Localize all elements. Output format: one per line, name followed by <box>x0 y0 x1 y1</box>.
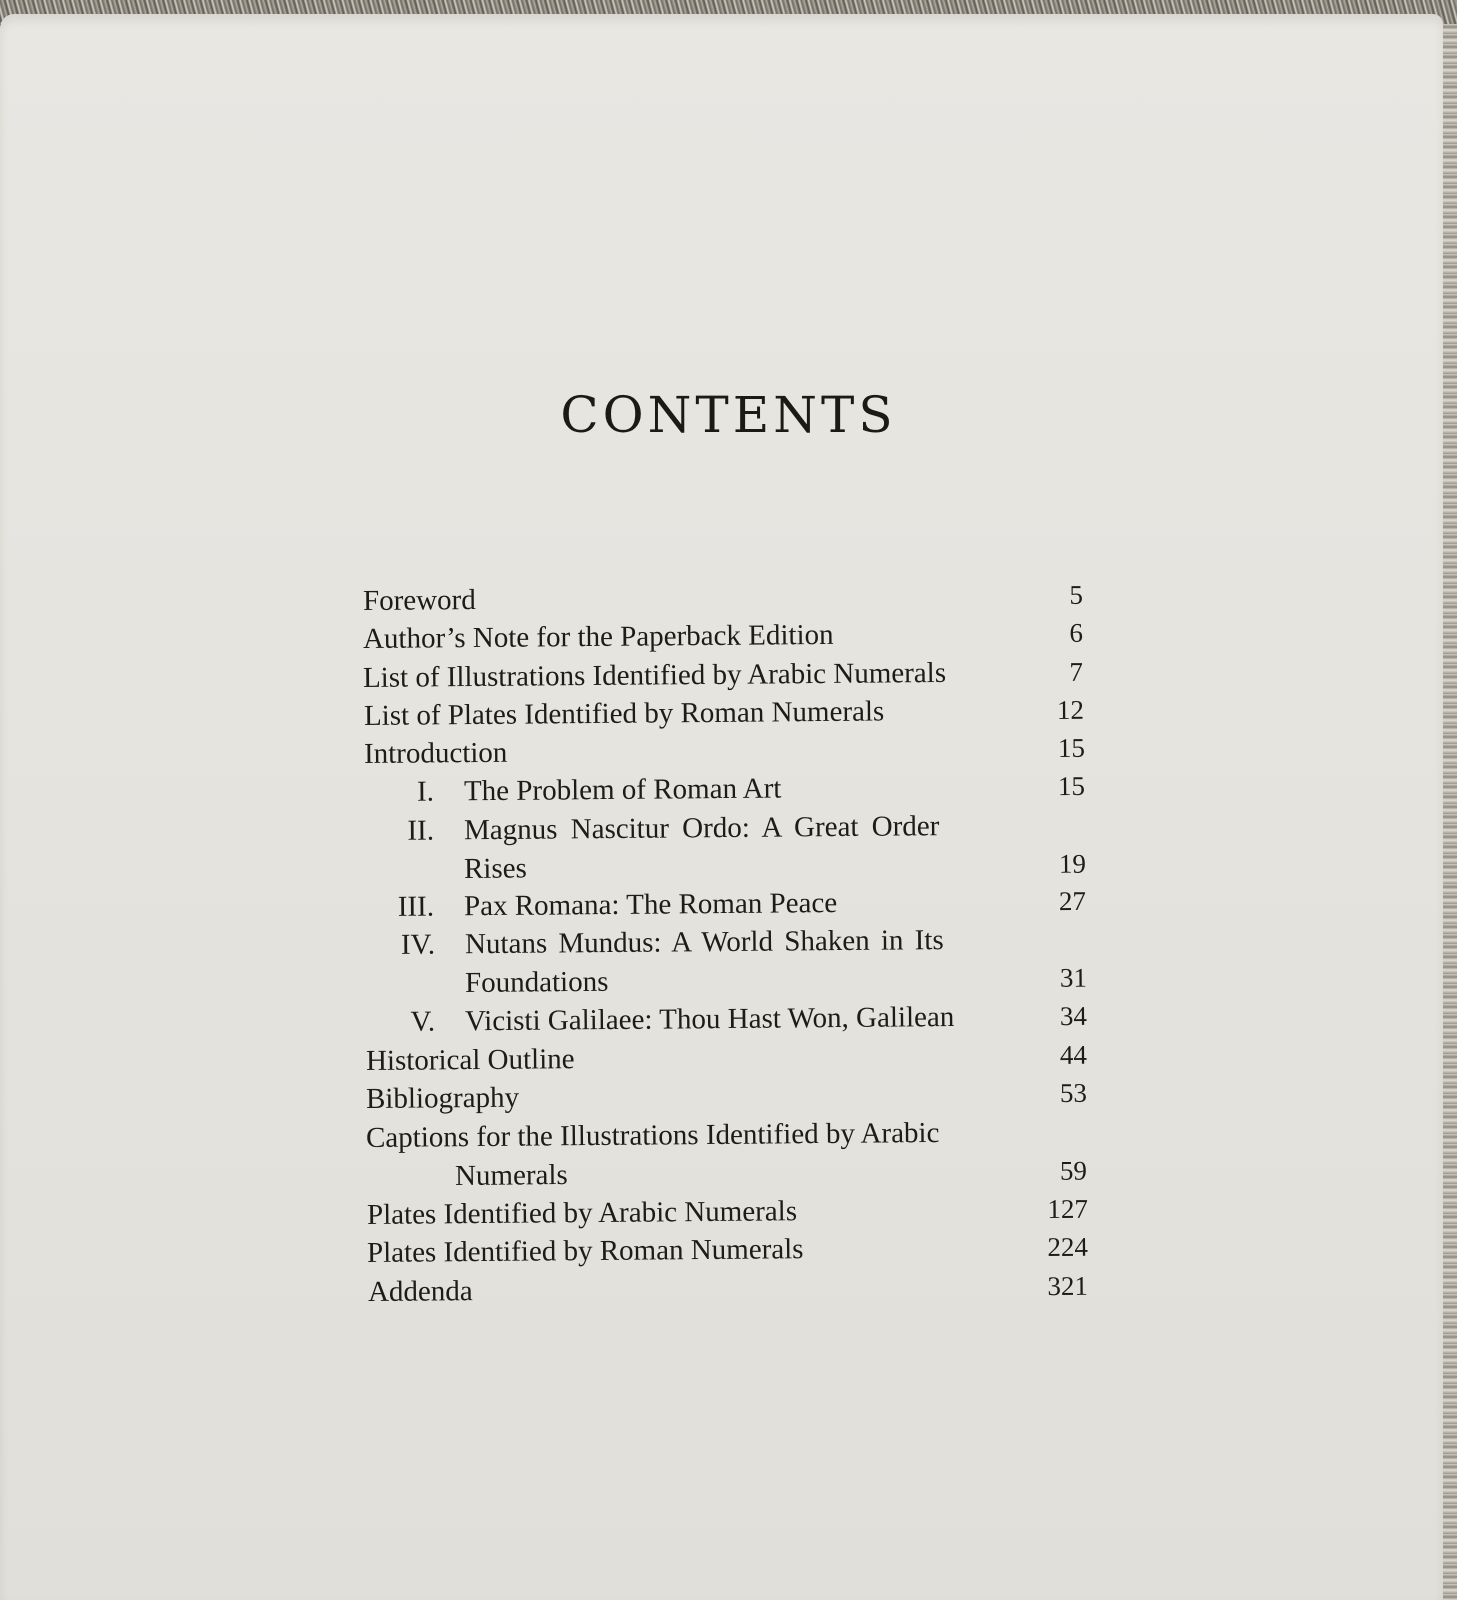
toc-entry <box>385 920 1105 964</box>
toc-entry-title: Plates Identified by Roman Numerals <box>366 1233 804 1269</box>
toc-entry-page: 31 <box>1059 962 1088 993</box>
toc-entry-continuation <box>455 1151 1105 1195</box>
toc-entry-number: IV. <box>400 928 436 961</box>
toc-entry-title: Plates Identified by Arabic Numerals <box>366 1195 798 1231</box>
toc-entry-page: 15 <box>1057 732 1086 763</box>
toc-entry-number: I. <box>416 775 435 808</box>
toc-entry-page: 34 <box>1059 1000 1088 1032</box>
toc-entry-page: 53 <box>1059 1077 1088 1108</box>
toc-entry-page: 44 <box>1059 1039 1088 1070</box>
toc-entry <box>364 729 1104 773</box>
toc-entry-title: Vicisti Galilaee: Thou Hast Won, Galilean <box>464 1001 955 1038</box>
toc-entry-page: 7 <box>1069 656 1084 687</box>
toc-entry <box>366 1074 1106 1118</box>
toc-entry-title: Captions for the Illustrations Identified by Arabic <box>365 1116 940 1154</box>
toc-entry-title-continued: Rises <box>463 852 527 885</box>
toc-entry <box>368 1267 1108 1311</box>
toc-entry-continuation <box>464 844 1104 888</box>
toc-entry-title: The Problem of Roman Art <box>463 772 782 808</box>
toc-entry-title: Addenda <box>367 1275 473 1308</box>
toc-entry <box>367 1190 1107 1234</box>
toc-entry <box>384 806 1104 850</box>
toc-entry-page: 12 <box>1056 694 1085 725</box>
toc-entry <box>363 576 1103 620</box>
toc-entry <box>363 614 1103 658</box>
toc-entry-title-continued: Numerals <box>454 1159 568 1192</box>
toc-entry-title: Historical Outline <box>365 1043 575 1077</box>
toc-entry-page: 5 <box>1069 579 1084 610</box>
toc-entry-title: Author’s Note for the Paperback Edition <box>362 618 834 655</box>
toc-entry-page: 321 <box>1047 1270 1089 1302</box>
page-title: CONTENTS <box>560 385 897 444</box>
toc-entry-number: III. <box>397 890 435 923</box>
toc-entry-title: Magnus Nascitur Ordo: A Great Order <box>463 810 940 847</box>
toc-entry <box>385 997 1105 1041</box>
toc-entry-page: 59 <box>1059 1155 1088 1186</box>
toc-entry-number: V. <box>410 1005 436 1038</box>
toc-entry <box>384 882 1104 926</box>
toc-entry-page: 127 <box>1047 1193 1089 1225</box>
toc-entry-title: Introduction <box>363 736 508 770</box>
toc-entry-page: 19 <box>1058 848 1087 879</box>
toc-entry <box>364 691 1104 735</box>
toc-entry <box>366 1036 1106 1080</box>
toc-entry-title: Nutans Mundus: A World Shaken in Its <box>464 924 944 961</box>
toc-entry <box>367 1228 1107 1272</box>
toc-entry-title: Bibliography <box>365 1081 520 1115</box>
toc-entry-page: 224 <box>1047 1231 1089 1263</box>
toc-entry-title: List of Plates Identified by Roman Numerals <box>363 695 885 732</box>
toc-entry <box>366 1113 1106 1157</box>
toc-entry-title: List of Illustrations Identified by Arabic Numerals <box>362 656 947 694</box>
toc-entry-title-continued: Foundations <box>464 965 609 999</box>
toc-entry-page: 27 <box>1058 885 1087 917</box>
toc-entry-page: 15 <box>1057 770 1086 802</box>
toc-entry <box>384 767 1104 811</box>
toc-entry-number: II. <box>407 814 435 847</box>
toc-entry-title: Foreword <box>362 584 476 617</box>
toc-entry <box>363 653 1103 697</box>
toc-entry-title: Pax Romana: The Roman Peace <box>463 887 838 923</box>
toc-entry-page: 6 <box>1069 617 1084 648</box>
toc-entry-continuation <box>465 958 1105 1002</box>
